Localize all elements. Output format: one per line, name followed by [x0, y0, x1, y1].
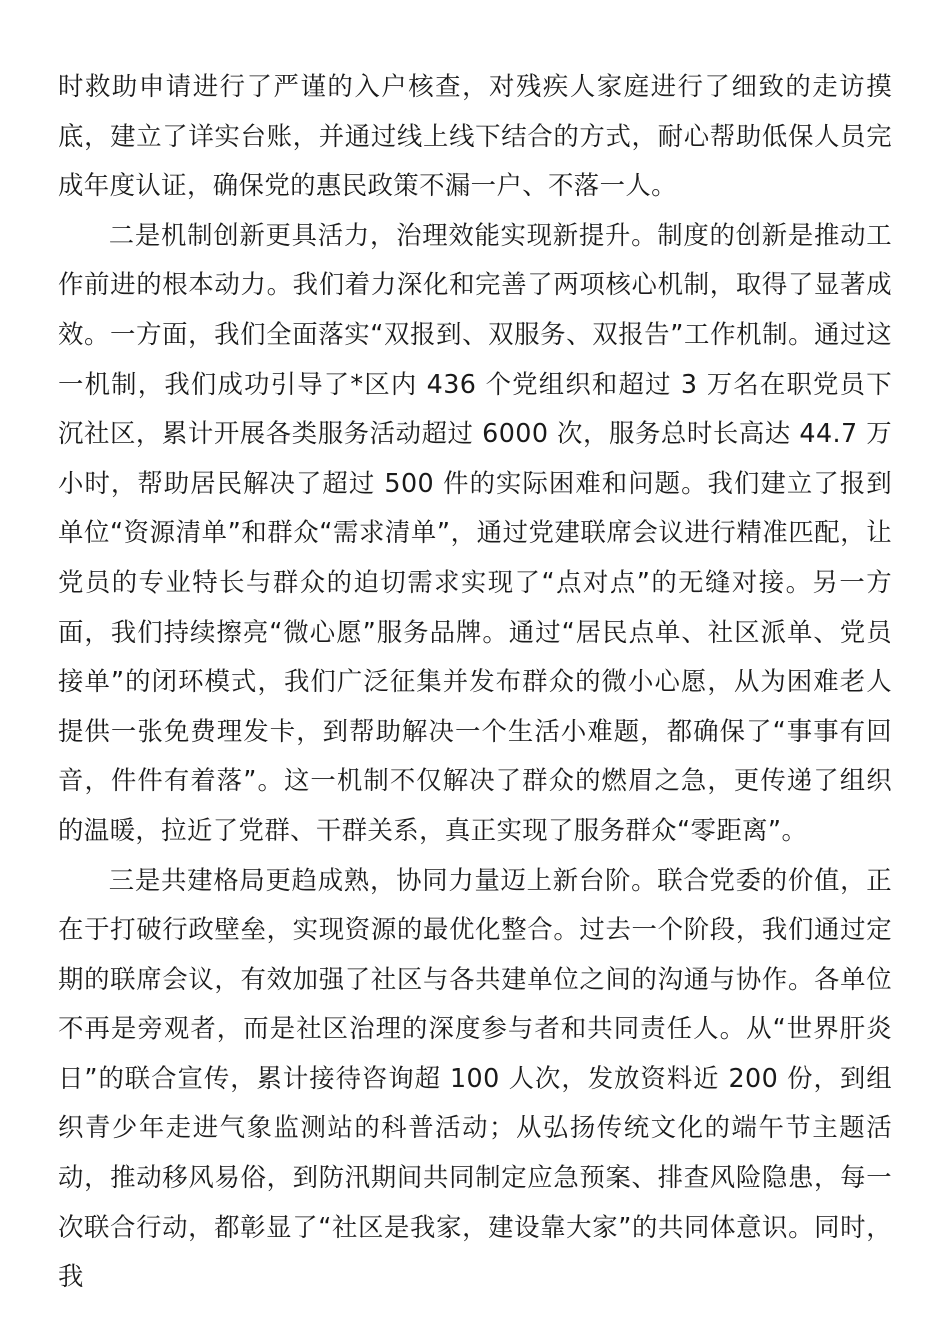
paragraph-co-construction: 三是共建格局更趋成熟，协同力量迈上新台阶。联合党委的价值，正在于打破行政壁垒，实现资源的最优化整合。过去一个阶段，我们通过定期的联席会议，有效加强了社区与各共建单位之间的沟通与协作。各单位不再是旁观者，而是社区治理的深度参与者和共同责任人。从“世界肝炎日”的联合宣传，累计接待咨询超 100 人次，发放资料近 200 份，到组织青少年走进气象监测站的科普活动；从弘扬传统文化的端午节主题活动，推动移风易俗，到防汛期间共同制定应急预案、排查风险隐患，每一次联合行动，都彰显了“社区是我家，建设靠大家”的共同体意识。同时，我 [58, 864, 892, 1292]
paragraph-mechanism-innovation: 二是机制创新更具活力，治理效能实现新提升。制度的创新是推动工作前进的根本动力。我们着力深化和完善了两项核心机制，取得了显著成效。一方面，我们全面落实“双报到、双服务、双报告”工作机制。通过这一机制，我们成功引导了*区内 436 个党组织和超过 3 万名在职党员下沉社区，累计开展各类服务活动超过 6000 次，服务总时长高达 44.7 万小时，帮助居民解决了超过 500 件的实际困难和问题。我们建立了报到单位“资源清单”和群众“需求清单”，通过党建联席会议进行精准匹配，让党员的专业特长与群众的迫切需求实现了“点对点”的无缝对接。另一方面，我们持续擦亮“微心愿”服务品牌。通过“居民点单、社区派单、党员接单”的闭环模式，我们广泛征集并发布群众的微小心愿，从为困难老人提供一张免费理发卡，到帮助解决一个生活小难题，都确保了“事事有回音，件件有着落”。这一机制不仅解决了群众的燃眉之急，更传递了组织的温暖，拉近了党群、干群关系，真正实现了服务群众“零距离”。 [58, 219, 892, 845]
document-page [58, 62, 892, 1302]
paragraph-continuation: 时救助申请进行了严谨的入户核查，对残疾人家庭进行了细致的走访摸底，建立了详实台账，并通过线上线下结合的方式，耐心帮助低保人员完成年度认证，确保党的惠民政策不漏一户、不落一人。 [58, 71, 892, 201]
